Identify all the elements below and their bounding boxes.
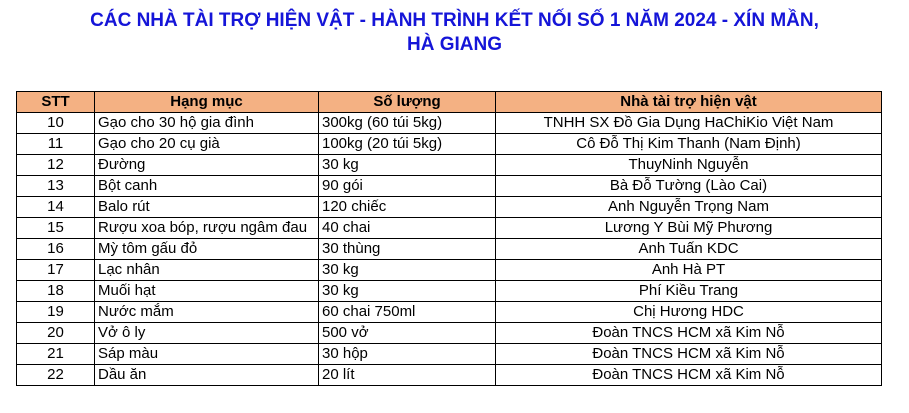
cell-quantity: 30 kg xyxy=(319,155,496,176)
cell-category: Gạo cho 30 hộ gia đình xyxy=(95,113,319,134)
cell-stt: 12 xyxy=(17,155,95,176)
cell-donor: Phí Kiều Trang xyxy=(496,281,882,302)
cell-category: Sáp màu xyxy=(95,344,319,365)
cell-stt: 17 xyxy=(17,260,95,281)
cell-stt: 11 xyxy=(17,134,95,155)
cell-quantity: 500 vở xyxy=(319,323,496,344)
cell-stt: 15 xyxy=(17,218,95,239)
header-category: Hạng mục xyxy=(95,92,319,113)
cell-donor: ThuyNinh Nguyễn xyxy=(496,155,882,176)
cell-stt: 22 xyxy=(17,365,95,386)
cell-stt: 20 xyxy=(17,323,95,344)
page-title xyxy=(0,9,909,57)
cell-quantity: 20 lít xyxy=(319,365,496,386)
cell-quantity: 30 hộp xyxy=(319,344,496,365)
cell-category: Muối hạt xyxy=(95,281,319,302)
cell-category: Nước mắm xyxy=(95,302,319,323)
header-donor: Nhà tài trợ hiện vật xyxy=(496,92,882,113)
table-row xyxy=(17,323,882,344)
table-row xyxy=(17,155,882,176)
table-body xyxy=(17,113,882,386)
cell-stt: 10 xyxy=(17,113,95,134)
cell-donor: Lương Y Bùi Mỹ Phương xyxy=(496,218,882,239)
cell-quantity: 40 chai xyxy=(319,218,496,239)
cell-stt: 14 xyxy=(17,197,95,218)
donor-table xyxy=(16,91,882,386)
table-row xyxy=(17,344,882,365)
cell-category: Gạo cho 20 cụ già xyxy=(95,134,319,155)
cell-category: Đường xyxy=(95,155,319,176)
cell-stt: 21 xyxy=(17,344,95,365)
cell-quantity: 120 chiếc xyxy=(319,197,496,218)
table-header-row xyxy=(17,92,882,113)
cell-quantity: 100kg (20 túi 5kg) xyxy=(319,134,496,155)
cell-donor: Đoàn TNCS HCM xã Kim Nỗ xyxy=(496,323,882,344)
table-row xyxy=(17,260,882,281)
table-row xyxy=(17,281,882,302)
cell-donor: Cô Đỗ Thị Kim Thanh (Nam Định) xyxy=(496,134,882,155)
header-quantity: Số lượng xyxy=(319,92,496,113)
cell-quantity: 300kg (60 túi 5kg) xyxy=(319,113,496,134)
table-row xyxy=(17,239,882,260)
cell-stt: 18 xyxy=(17,281,95,302)
cell-donor: TNHH SX Đồ Gia Dụng HaChiKio Việt Nam xyxy=(496,113,882,134)
cell-category: Lạc nhân xyxy=(95,260,319,281)
table-row xyxy=(17,197,882,218)
cell-quantity: 90 gói xyxy=(319,176,496,197)
cell-category: Rượu xoa bóp, rượu ngâm đau xyxy=(95,218,319,239)
cell-quantity: 30 kg xyxy=(319,281,496,302)
header-stt: STT xyxy=(17,92,95,113)
cell-donor: Anh Hà PT xyxy=(496,260,882,281)
cell-donor: Đoàn TNCS HCM xã Kim Nỗ xyxy=(496,344,882,365)
table-row xyxy=(17,365,882,386)
table-row xyxy=(17,113,882,134)
cell-category: Balo rút xyxy=(95,197,319,218)
cell-donor: Bà Đỗ Tường (Lào Cai) xyxy=(496,176,882,197)
table-row xyxy=(17,302,882,323)
title-line-1: CÁC NHÀ TÀI TRỢ HIỆN VẬT - HÀNH TRÌNH KẾT NỐI SỐ 1 NĂM 2024 - XÍN MẦN, xyxy=(90,10,819,31)
cell-donor: Đoàn TNCS HCM xã Kim Nỗ xyxy=(496,365,882,386)
cell-category: Vở ô ly xyxy=(95,323,319,344)
cell-donor: Chị Hương HDC xyxy=(496,302,882,323)
table-row xyxy=(17,176,882,197)
cell-quantity: 60 chai 750ml xyxy=(319,302,496,323)
table-row xyxy=(17,134,882,155)
cell-category: Mỳ tôm gấu đỏ xyxy=(95,239,319,260)
cell-stt: 13 xyxy=(17,176,95,197)
table-row xyxy=(17,218,882,239)
cell-category: Bột canh xyxy=(95,176,319,197)
title-line-2: HÀ GIANG xyxy=(407,34,502,55)
cell-quantity: 30 thùng xyxy=(319,239,496,260)
cell-donor: Anh Nguyễn Trọng Nam xyxy=(496,197,882,218)
cell-stt: 19 xyxy=(17,302,95,323)
cell-category: Dầu ăn xyxy=(95,365,319,386)
cell-donor: Anh Tuấn KDC xyxy=(496,239,882,260)
cell-stt: 16 xyxy=(17,239,95,260)
cell-quantity: 30 kg xyxy=(319,260,496,281)
